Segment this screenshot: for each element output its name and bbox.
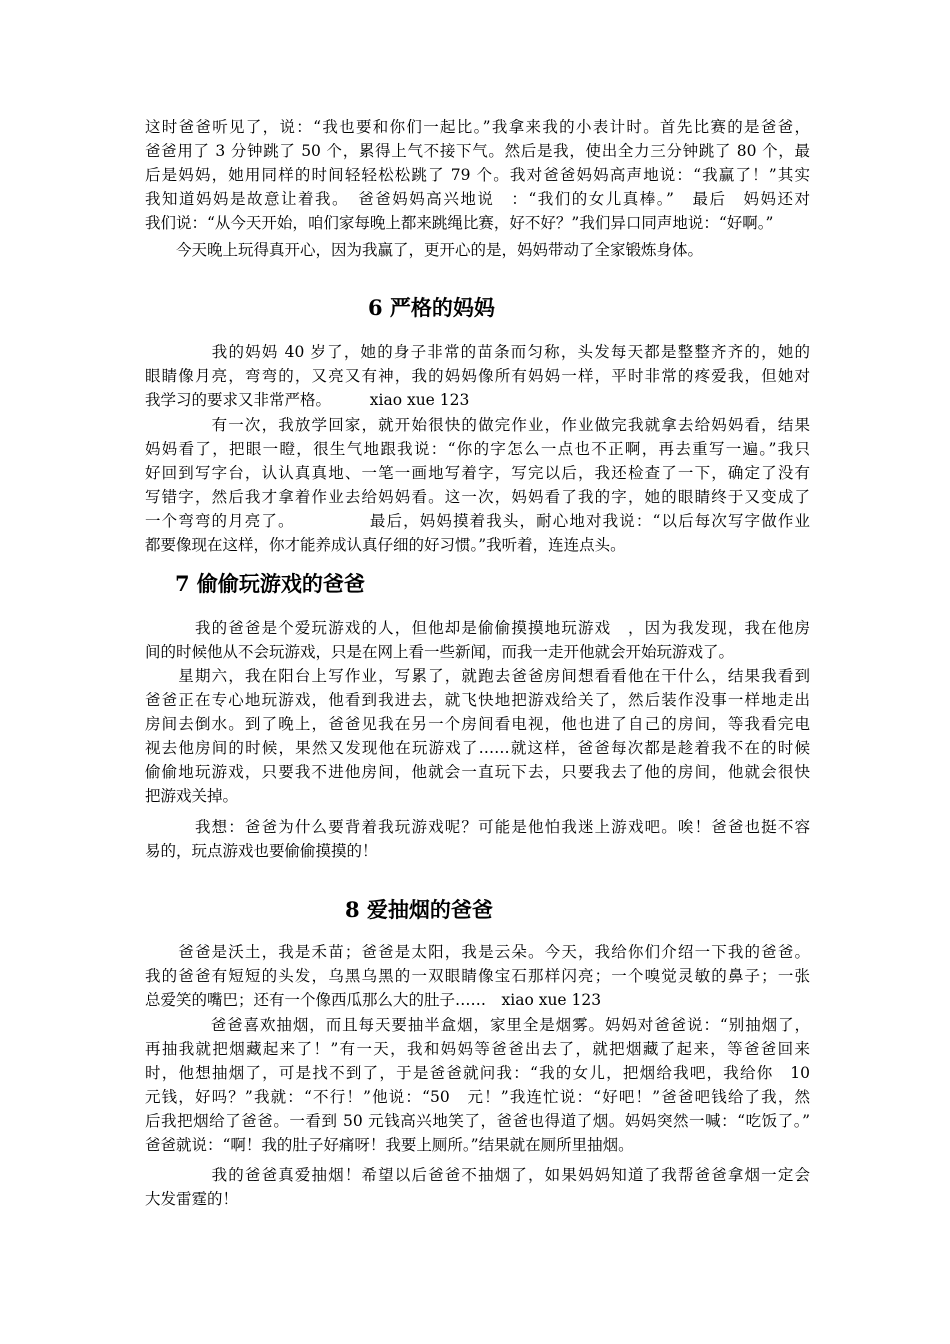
text-line: 再抽我就把烟藏起来了！”有一天，我和妈妈等爸爸出去了，就把烟藏了起来，等爸爸回来	[145, 1040, 810, 1058]
text-line: 爸爸是沃土，我是禾苗；爸爸是太阳，我是云朵。今天，我给你们介绍一下我的爸爸。	[145, 943, 810, 961]
section-title: 7 偷偷玩游戏的爸爸	[175, 571, 365, 596]
text-line: 我的爸爸是个爱玩游戏的人，但他却是偷偷摸摸地玩游戏 ，因为我发现，我在他房	[145, 619, 810, 637]
text-line: 我们说：“从今天开始，咱们家每晚上都来跳绳比赛，好不好？”我们异口同声地说：“好啊。”	[145, 214, 774, 232]
text-line: 爸爸正在专心地玩游戏，他看到我进去，就飞快地把游戏给关了，然后装作没事一样地走出	[145, 691, 810, 709]
text-line: 都要像现在这样，你才能养成认真仔细的好习惯。”我听着，连连点头。	[145, 536, 626, 554]
text-line: 视去他房间的时候，果然又发现他在玩游戏了……就这样，爸爸每次都是趁着我不在的时候	[145, 739, 810, 757]
text-line: 今天晚上玩得真开心，因为我赢了，更开心的是，妈妈带动了全家锻炼身体。	[145, 241, 704, 259]
paragraph	[145, 940, 810, 1012]
text-line: 间的时候他从不会玩游戏，只是在网上看一些新闻，而我一走开他就会开始玩游戏了。	[145, 643, 735, 661]
text-line: 我知道妈妈是故意让着我。 爸爸妈妈高兴地说 ：“我们的女儿真棒。” 最后 妈妈还对	[145, 190, 810, 208]
text-line: 一个弯弯的月亮了。 最后，妈妈摸着我头，耐心地对我说：“以后每次写字做作业	[145, 512, 810, 530]
text-line: 我的爸爸真爱抽烟！希望以后爸爸不抽烟了，如果妈妈知道了我帮爸爸拿烟一定会	[145, 1166, 810, 1184]
text-line: 偷偷地玩游戏，只要我不进他房间，他就会一直玩下去，只要我去了他的房间，他就会很快	[145, 763, 810, 781]
text-line: 后是妈妈，她用同样的时间轻轻松松跳了 79 个。我对爸爸妈妈高声地说：“我赢了！”其实	[145, 166, 810, 184]
text-line: 星期六，我在阳台上写作业，写累了，就跑去爸爸房间想看看他在干什么，结果我看到	[145, 667, 810, 685]
text-line: 写错字，然后我才拿着作业去给妈妈看。这一次，妈妈看了我的字，她的眼睛终于又变成了	[145, 488, 810, 506]
text-line: 易的，玩点游戏也要偷偷摸摸的！	[145, 842, 378, 860]
text-line: 房间去倒水。到了晚上，爸爸见我在另一个房间看电视，他也进了自己的房间，等我看完电	[145, 715, 810, 733]
paragraph	[145, 664, 810, 808]
paragraph	[145, 115, 810, 235]
text-line: 爸爸就说：“啊！我的肚子好痛呀！我要上厕所。”结果就在厕所里抽烟。	[145, 1136, 634, 1154]
paragraph	[145, 616, 810, 664]
text-line: 我的妈妈 40 岁了，她的身子非常的苗条而匀称，头发每天都是整整齐齐的，她的	[145, 343, 810, 361]
section-title: 6 严格的妈妈	[368, 295, 495, 320]
text-line: 元钱，好吗？”我就：“不行！”他说：“50 元！”我连忙说：“好吧！”爸爸吧钱给了我，然	[145, 1088, 810, 1106]
text-line: 这时爸爸听见了，说：“我也要和你们一起比。”我拿来我的小表计时。首先比赛的是爸爸，	[145, 118, 810, 136]
paragraph	[145, 413, 810, 557]
paragraph	[145, 238, 810, 262]
text-line: 后我把烟给了爸爸。一看到 50 元钱高兴地笑了，爸爸也得道了烟。妈妈突然一喊：“吃饭了。”	[145, 1112, 810, 1130]
paragraph	[145, 340, 810, 412]
text-line: 时，他想抽烟了，可是找不到了，于是爸爸就问我：“我的女儿，把烟给我吧，我给你 10	[145, 1064, 810, 1082]
text-line: 我学习的要求又非常严格。 xiao xue 123	[145, 391, 470, 409]
paragraph	[145, 1013, 810, 1157]
text-line: 大发雷霆的！	[145, 1190, 239, 1208]
paragraph	[145, 1163, 810, 1211]
text-line: 总爱笑的嘴巴；还有一个像西瓜那么大的肚子…… xiao xue 123	[145, 991, 602, 1009]
text-line: 把游戏关掉。	[145, 787, 239, 805]
text-line: 眼睛像月亮，弯弯的，又亮又有神，我的妈妈像所有妈妈一样，平时非常的疼爱我，但她对	[145, 367, 810, 385]
text-line: 爸爸喜欢抽烟，而且每天要抽半盒烟，家里全是烟雾。妈妈对爸爸说：“别抽烟了，	[145, 1016, 810, 1034]
text-line: 我的爸爸有短短的头发，乌黑乌黑的一双眼睛像宝石那样闪亮；一个嗅觉灵敏的鼻子；一张	[145, 967, 810, 985]
text-line: 好回到写字台，认认真真地、一笔一画地写着字，写完以后，我还检查了一下，确定了没有	[145, 464, 810, 482]
text-line: 有一次，我放学回家，就开始很快的做完作业，作业做完我就拿去给妈妈看，结果	[145, 416, 810, 434]
section-title: 8 爱抽烟的爸爸	[345, 897, 493, 922]
text-line: 我想：爸爸为什么要背着我玩游戏呢？可能是他怕我迷上游戏吧。唉！爸爸也挺不容	[145, 818, 810, 836]
text-line: 妈妈看了，把眼一瞪，很生气地跟我说：“你的字怎么一点也不正啊，再去重写一遍。”我只	[145, 440, 810, 458]
text-line: 爸爸用了 3 分钟跳了 50 个，累得上气不接下气。然后是我，使出全力三分钟跳了 80 个，最	[145, 142, 810, 160]
paragraph	[145, 815, 810, 863]
